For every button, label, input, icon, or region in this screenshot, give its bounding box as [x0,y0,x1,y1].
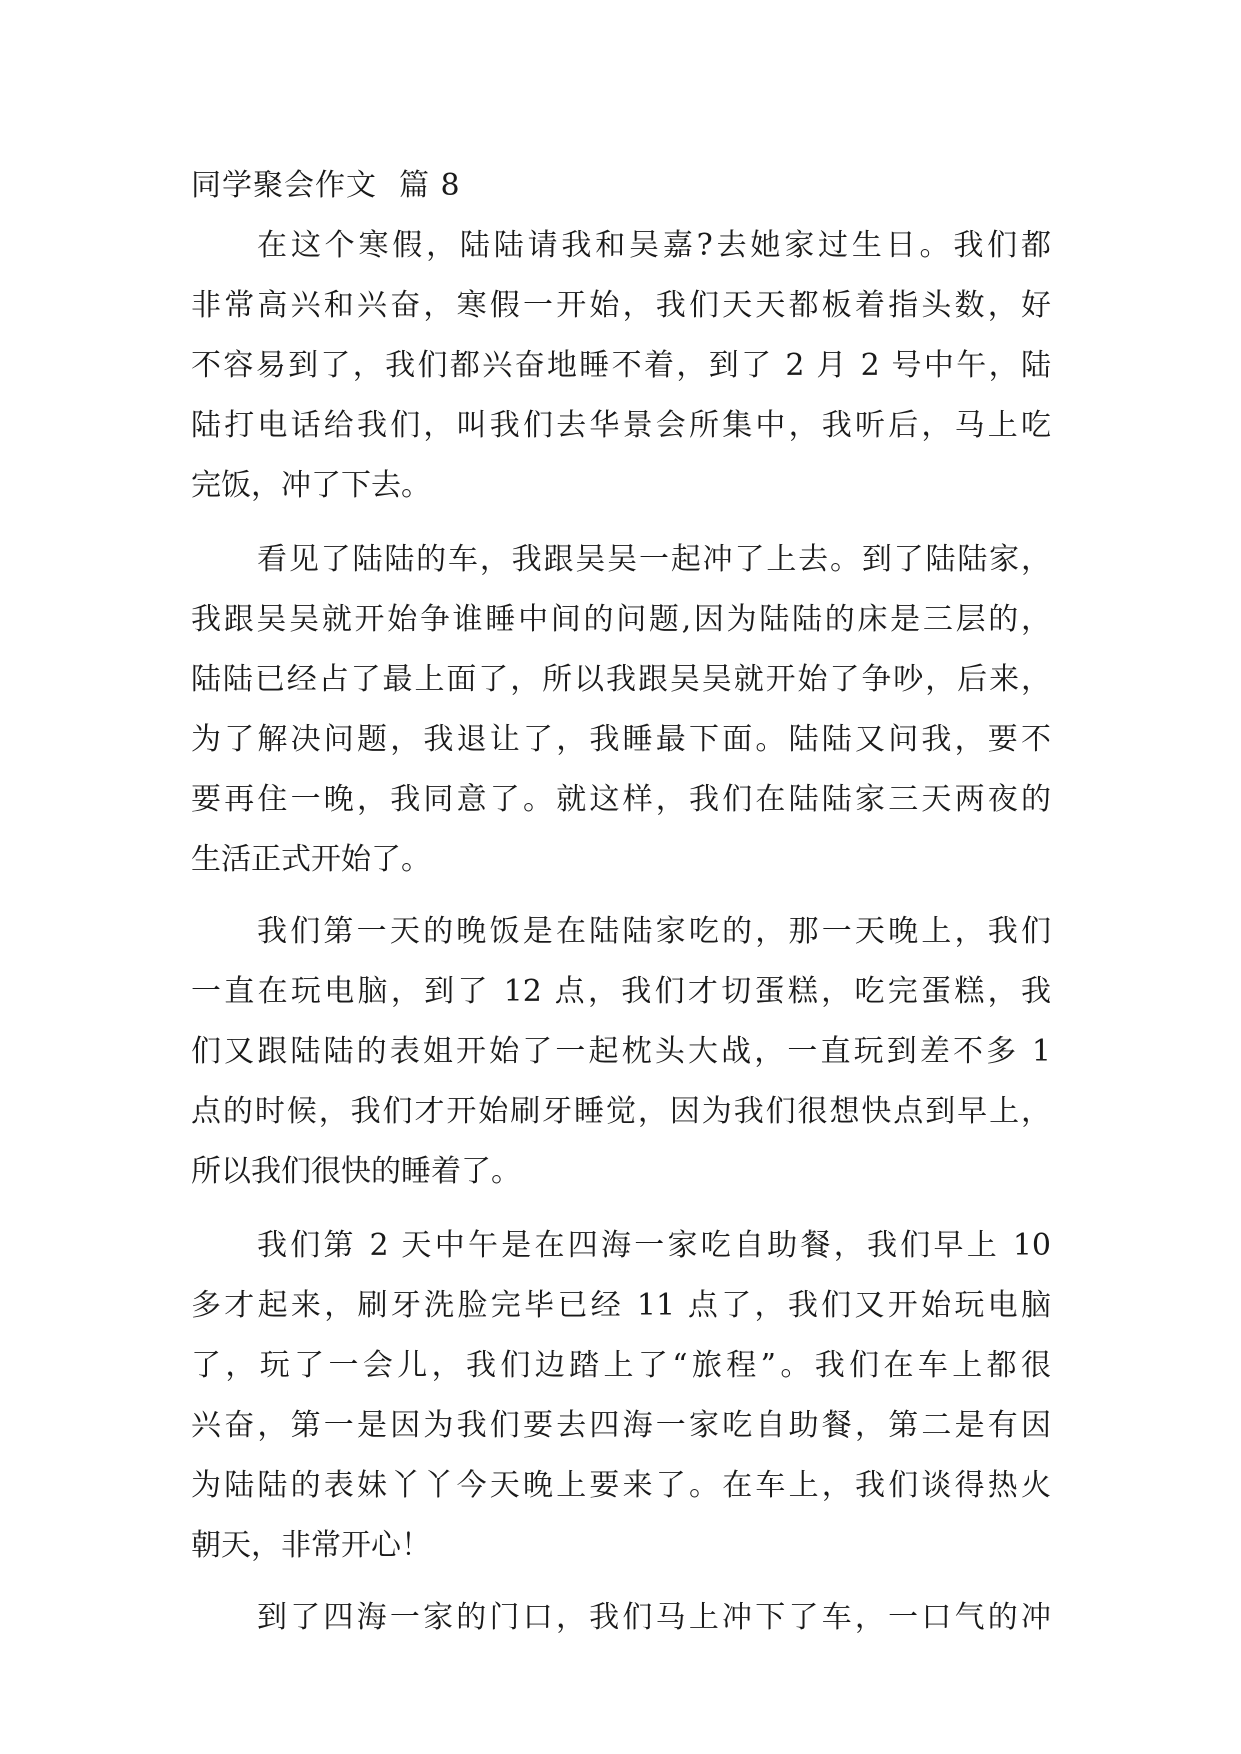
text-line: 为陆陆的表妹丫丫今天晚上要来了。在车上，我们谈得热火 [191,1468,1051,1503]
text-line: 兴奋，第一是因为我们要去四海一家吃自助餐，第二是有因 [191,1408,1051,1443]
text-line: 所以我们很快的睡着了。 [191,1154,521,1189]
document-title-row [191,166,461,206]
text-line: 一直在玩电脑，到了 12 点，我们才切蛋糕，吃完蛋糕，我 [191,974,1051,1009]
text-line: 到了四海一家的门口，我们马上冲下了车，一口气的冲 [257,1600,1051,1635]
text-line: 在这个寒假，陆陆请我和吴嘉?去她家过生日。我们都 [257,228,1051,263]
text-line: 不容易到了，我们都兴奋地睡不着，到了 2 月 2 号中午，陆 [191,348,1051,383]
document-page [191,0,1051,1754]
text-line: 我们第 2 天中午是在四海一家吃自助餐，我们早上 10 [257,1228,1051,1263]
text-line: 完饭，冲了下去。 [191,468,431,503]
text-line: 了，玩了一会儿，我们边踏上了“旅程”。我们在车上都很 [191,1348,1051,1383]
text-line: 们又跟陆陆的表姐开始了一起枕头大战，一直玩到差不多 1 [191,1034,1051,1069]
text-line: 朝天，非常开心！ [191,1528,431,1563]
text-line: 多才起来，刷牙洗脸完毕已经 11 点了，我们又开始玩电脑 [191,1288,1051,1323]
text-line: 看见了陆陆的车，我跟吴吴一起冲了上去。到了陆陆家， [257,542,1051,577]
text-line: 我们第一天的晚饭是在陆陆家吃的，那一天晚上，我们 [257,914,1051,949]
text-line: 陆打电话给我们，叫我们去华景会所集中，我听后，马上吃 [191,408,1051,443]
text-line: 要再住一晚，我同意了。就这样，我们在陆陆家三天两夜的 [191,782,1051,817]
document-title-suffix: 篇 8 [399,168,461,203]
text-line: 点的时候，我们才开始刷牙睡觉，因为我们很想快点到早上， [191,1094,1051,1129]
document-title: 同学聚会作文 [191,168,377,203]
text-line: 非常高兴和兴奋，寒假一开始，我们天天都板着指头数，好 [191,288,1051,323]
text-line: 为了解决问题，我退让了，我睡最下面。陆陆又问我，要不 [191,722,1051,757]
text-line: 生活正式开始了。 [191,842,431,877]
text-line: 我跟吴吴就开始争谁睡中间的问题,因为陆陆的床是三层的， [191,602,1051,637]
text-line: 陆陆已经占了最上面了，所以我跟吴吴就开始了争吵，后来， [191,662,1051,697]
